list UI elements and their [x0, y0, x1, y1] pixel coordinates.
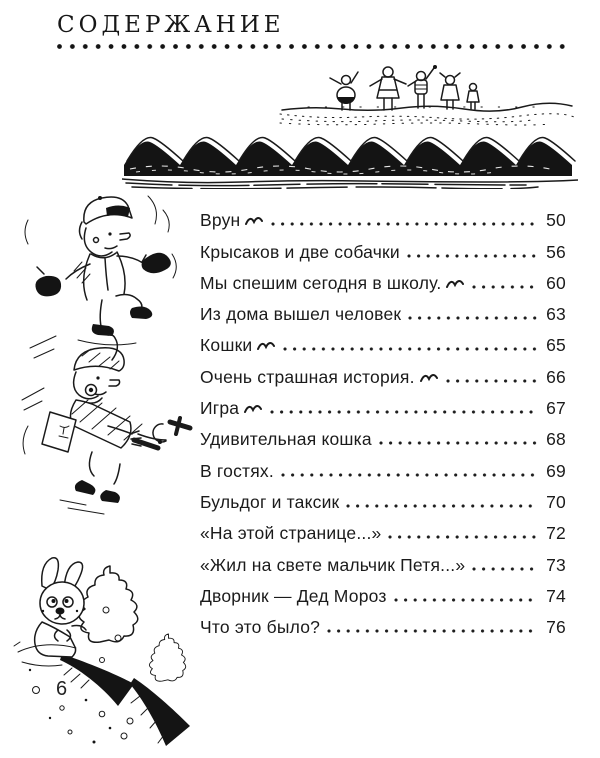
boy-with-plane-illustration [12, 330, 207, 520]
toc-entry [200, 516, 566, 547]
toc-entry-title: Крысаков и две собачки [200, 241, 400, 262]
dot-leader [270, 410, 538, 414]
toc-entry-title: Что это было? [200, 617, 321, 638]
toc-entry-page: 67 [546, 398, 566, 419]
toc-entry [200, 579, 566, 610]
toc-entry-page: 66 [546, 366, 566, 387]
bird-mark-icon [244, 403, 262, 414]
toc-entry-title: Кошки [200, 335, 253, 356]
bird-mark-icon [257, 340, 275, 351]
toc-entry [200, 234, 566, 265]
dot-leader [327, 629, 538, 633]
man-in-ushanka-illustration [20, 188, 200, 348]
toc-entry-title: В гостях. [200, 460, 274, 481]
toc-entry-page: 60 [546, 272, 566, 293]
toc-entry-page: 74 [546, 585, 566, 606]
toc-entry [200, 610, 566, 641]
toc-entry-page: 50 [546, 210, 566, 231]
toc-list [200, 203, 566, 641]
toc-entry-page: 63 [546, 304, 566, 325]
bird-mark-icon [420, 372, 438, 383]
toc-entry-title: Мы спешим сегодня в школу. [200, 272, 442, 293]
dot-leader [271, 222, 538, 226]
children-on-hill-illustration [278, 60, 578, 126]
toc-entry-title: Врун [200, 210, 241, 231]
toc-entry-page: 68 [546, 429, 566, 450]
dot-leader [408, 316, 538, 320]
toc-entry-title: Игра [200, 398, 240, 419]
dot-leader [407, 254, 538, 258]
toc-entry-title: Очень страшная история. [200, 366, 415, 387]
toc-entry-title: «На этой странице...» [200, 523, 382, 544]
toc-entry-title: «Жил на свете мальчик Петя...» [200, 554, 466, 575]
toc-entry [200, 359, 566, 390]
toc-entry-page: 70 [546, 491, 566, 512]
toc-entry-page: 73 [546, 554, 566, 575]
dot-leader [446, 379, 538, 383]
rabbit-and-trees-illustration [6, 550, 221, 755]
toc-entry-title: Удивительная кошка [200, 429, 372, 450]
dot-leader [472, 567, 538, 571]
toc-entry-page: 76 [546, 617, 566, 638]
toc-entry [200, 297, 566, 328]
dot-leader [346, 504, 538, 508]
toc-entry-page: 72 [546, 523, 566, 544]
toc-entry-page: 69 [546, 460, 566, 481]
toc-entry [200, 203, 566, 234]
toc-entry [200, 266, 566, 297]
page-number: 6 [56, 678, 68, 700]
dot-leader [472, 285, 538, 289]
toc-entry-title: Бульдог и таксик [200, 491, 340, 512]
toc-entry-page: 65 [546, 335, 566, 356]
toc-entry [200, 422, 566, 453]
dot-leader [283, 347, 538, 351]
dot-leader [388, 535, 538, 539]
dot-leader [394, 598, 538, 602]
toc-entry [200, 328, 566, 359]
wave-band-illustration [122, 131, 578, 189]
toc-entry [200, 391, 566, 422]
toc-entry [200, 453, 566, 484]
toc-entry-page: 56 [546, 241, 566, 262]
page-title: СОДЕРЖАНИЕ [57, 12, 285, 38]
toc-entry [200, 547, 566, 578]
bird-mark-icon [446, 278, 464, 289]
bird-mark-icon [245, 215, 263, 226]
dot-leader [281, 473, 538, 477]
toc-entry-title: Дворник — Дед Мороз [200, 585, 387, 606]
title-dotted-rule [57, 43, 571, 50]
dot-leader [379, 441, 538, 445]
toc-entry [200, 485, 566, 516]
toc-entry-title: Из дома вышел человек [200, 304, 402, 325]
